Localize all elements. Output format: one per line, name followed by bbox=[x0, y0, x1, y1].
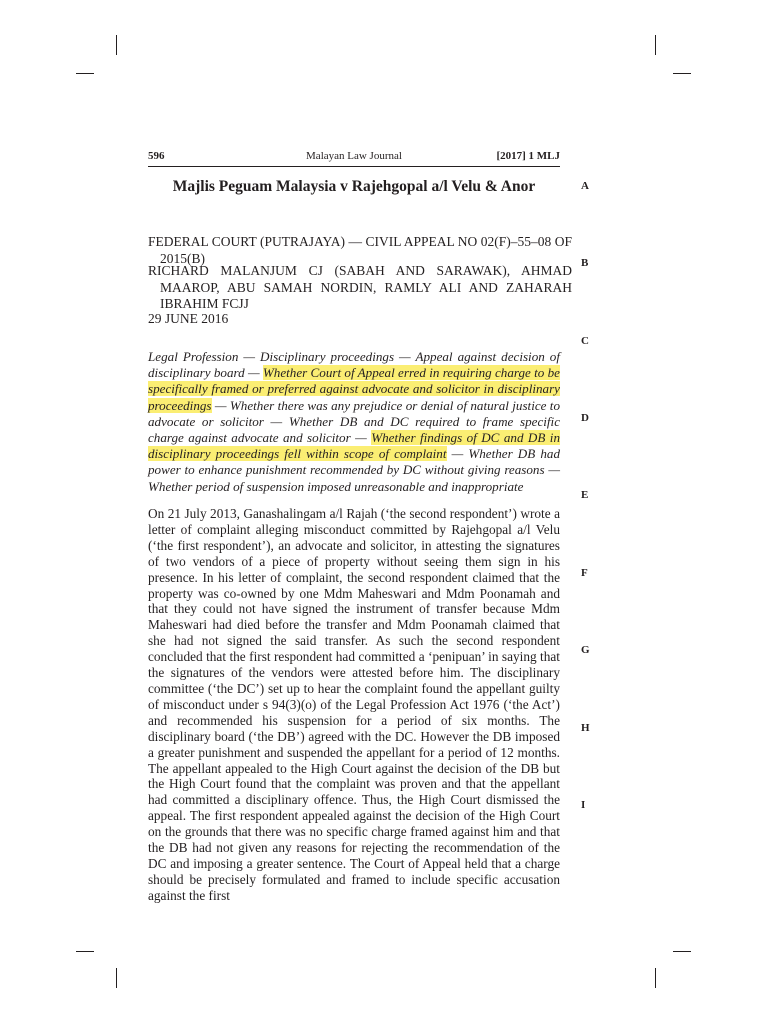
crop-mark bbox=[673, 73, 691, 74]
margin-letter: I bbox=[581, 799, 586, 811]
header-rule bbox=[148, 166, 560, 167]
crop-mark bbox=[76, 73, 94, 74]
margin-letter: G bbox=[581, 644, 590, 656]
margin-letter: F bbox=[581, 567, 588, 579]
crop-mark bbox=[673, 951, 691, 952]
court-line: FEDERAL COURT (PUTRAJAYA) — CIVIL APPEAL NO 02(F)–55–08 OF 2015(B) bbox=[148, 234, 572, 266]
catchwords-text: — Whether there was any prejudice or denial of natural justice to advocate or solicitor — Whether DB and DC required to frame specific charge against advocate and solicitor — bbox=[148, 397, 560, 446]
decision-date: 29 JUNE 2016 bbox=[148, 311, 229, 326]
catchwords-text: — Whether DB had power to enhance punishment recommended by DC without giving reasons — Whether period of suspension imposed unreasonable and inappropriate bbox=[148, 446, 560, 494]
margin-letter: E bbox=[581, 489, 589, 501]
crop-mark bbox=[116, 968, 117, 988]
case-title: Majlis Peguam Malaysia v Rajehgopal a/l Velu & Anor bbox=[172, 178, 536, 195]
crop-mark bbox=[655, 35, 656, 55]
margin-letter: H bbox=[581, 722, 590, 734]
highlighted-catchword: Whether Court of Appeal erred in requiring charge to be specifically framed or preferred against advocate and solicitor in disciplinary proceedings bbox=[148, 365, 560, 413]
margin-letter: A bbox=[581, 180, 589, 192]
citation: [2017] 1 MLJ bbox=[496, 150, 560, 162]
margin-letter: B bbox=[581, 257, 589, 269]
catchwords bbox=[148, 349, 560, 495]
crop-mark bbox=[76, 951, 94, 952]
crop-mark bbox=[116, 35, 117, 55]
highlighted-catchword: Whether findings of DC and DB in disciplinary proceedings fell within scope of complaint bbox=[148, 430, 560, 462]
page-number: 596 bbox=[148, 150, 165, 162]
journal-name: Malayan Law Journal bbox=[306, 150, 402, 162]
margin-letter: C bbox=[581, 335, 589, 347]
crop-mark bbox=[655, 968, 656, 988]
judges-line: RICHARD MALANJUM CJ (SABAH AND SARAWAK), AHMAD MAAROP, ABU SAMAH NORDIN, RAMLY ALI AND ZAHARAH IBRAHIM FCJJ bbox=[148, 263, 572, 311]
margin-letter: D bbox=[581, 412, 589, 424]
catchwords-text: Legal Profession — Disciplinary proceedings — Appeal against decision of disciplinary board — bbox=[148, 349, 560, 381]
headnote-paragraph: On 21 July 2013, Ganashalingam a/l Rajah (‘the second respondent’) wrote a letter of complaint alleging misconduct committed by Rajehgopal a/l Velu (‘the first respondent’), an advocate and solicitor, in attesting the signatures of two vendors of a piece of property without seeing them sign in his presence. In his letter of complaint, the second respondent claimed that the property was co-owned by one Mdm Maheswari and Mdm Poonamah and that they could not have signed the instrument of transfer because Mdm Maheswari had died before the transfer and Mdm Poonamah claimed that she had not signed the said transfer. As such the second respondent concluded that the first respondent had committed a ‘penipuan’ in saying that the signatures of the vendors were attested before him. The disciplinary committee (‘the DC’) set up to hear the complaint found the appellant guilty of misconduct under s 94(3)(o) of the Legal Profession Act 1976 (‘the Act’) and recommended his suspension for a period of six months. The disciplinary board (‘the DB’) agreed with the DC. However the DB imposed a greater punishment and suspended the appellant for a period of 12 months. The appellant appealed to the High Court against the decision of the DB but the High Court found that the complaint was proven and that the appellant had committed a disciplinary offence. Thus, the High Court dismissed the appeal. The first respondent appealed against the decision of the High Court on the grounds that there was no specific charge framed against him and that the DB had not given any reasons for rejecting the recommendation of the DC and imposing a greater sentence. The Court of Appeal held that a charge should be precisely formulated and framed to include specific accusation against the first bbox=[148, 506, 560, 903]
